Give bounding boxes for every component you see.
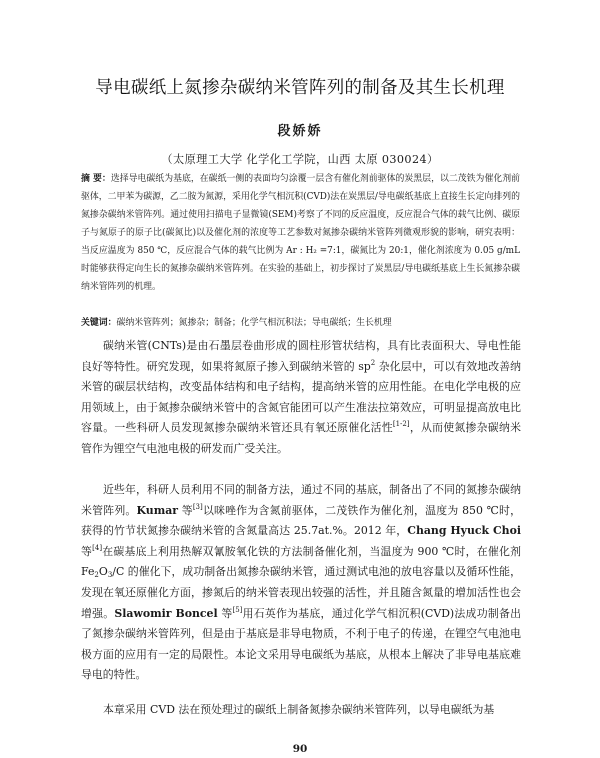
citation-5: [5] bbox=[232, 605, 243, 614]
body-paragraph-3: 本章采用 CVD 法在预处理过的碳纸上制备氮掺杂碳纳米管阵列，以导电碳纸为基 bbox=[103, 703, 495, 716]
p1-sup-sp2: 2 bbox=[370, 358, 376, 367]
author-affiliation: （太原理工大学 化学化工学院，山西 太原 030024） bbox=[161, 153, 439, 166]
author-name: 段娇娇 bbox=[277, 124, 323, 139]
p1-text-2: 杂化层中，可以有效地改善纳米管的碳层状结构，改变晶体结构和电子结构，提高纳米管的应用性能。在电化学电极的应用领域上，由于氮掺杂碳纳米管中的含氮官能团可以产生准法拉第效应，可明显提高放电比容量。一些科研人员发现氮掺杂碳纳米管还具有氧还原催化活性 bbox=[81, 359, 521, 435]
keywords-label: 关键词： bbox=[81, 318, 117, 328]
citation-3: [3] bbox=[192, 502, 203, 511]
paper-title: 导电碳纸上氮掺杂碳纳米管阵列的制备及其生长机理 bbox=[95, 78, 505, 98]
p2-text-7: /C 的催化下，成功制备出氮掺杂碳纳米管，通过测试电池的放电容量以及循环性能，发现在氧还原催化方面，掺氮后的纳米管表现出较强的活性，并且随含氮量的增加活性也会增强。 bbox=[81, 565, 521, 620]
citation-4: [4] bbox=[92, 543, 103, 552]
p2-sub-3: 3 bbox=[107, 571, 113, 580]
citation-1-2: [1-2] bbox=[392, 420, 410, 429]
keywords-text: 碳纳米管阵列；氮掺杂；制备；化学气相沉积法；导电碳纸；生长机理 bbox=[116, 318, 392, 328]
abstract-text: 选择导电碳纸为基底，在碳纸一侧的表面均匀涂覆一层含有催化剂前驱体的炭黑层，以二茂铁为催化剂前驱体，二甲苯为碳源，乙二胺为氮源，采用化学气相沉积(CVD)法在炭黑层/导电碳纸基底上直接生长定向排列的氮掺杂碳纳米管阵列。通过使用扫描电子显微镜(SEM)考察了不同的反应温度，反应混合气体的载气比例、碳原子与氮原子的原子比(碳氮比)以及催化剂的浓度等工艺参数对氮掺杂碳纳米管阵列微观形貌的影响，研究表明：当反应温度为 850 ℃，反应混合气体的载气比例为 Ar : H₂ =7:1，碳氮比为 20:1，催化剂浓度为 0.05 g/mL 时能够获得定向生长的氮掺杂碳纳米管阵列。在实验的基础上，初步探讨了炭黑层/导电碳纸基底上生长氮掺杂碳纳米管阵列的机理。 bbox=[81, 174, 521, 293]
p2-text-4: 等 bbox=[81, 544, 93, 558]
abstract-block bbox=[81, 170, 520, 296]
author-ref-kumar: Kumar bbox=[136, 503, 179, 517]
author-ref-boncel: Slawomir Boncel bbox=[114, 606, 218, 620]
p2-text-1: 近些年，科研人员利用不同的制备方法，通过不同的基底，制备出了不同的氮掺杂碳纳米管阵列。 bbox=[81, 483, 521, 517]
p2-text-8: 等 bbox=[217, 606, 233, 620]
body-paragraph-1 bbox=[81, 336, 521, 460]
keywords-block bbox=[81, 315, 520, 331]
p1-text-3: ，从而使氮掺杂碳纳米管作为锂空气电池电极的研发而广受关注。 bbox=[81, 421, 521, 455]
p2-text-3: 以咪唑作为含氮前驱体，二茂铁作为催化剂，温度为 850 ℃时，获得的竹节状氮掺杂碳纳米管的含氮量高达 25.7at.%。2012 年， bbox=[81, 503, 521, 538]
p2-text-6: O bbox=[98, 565, 108, 579]
p2-sub-2: 2 bbox=[94, 571, 99, 580]
author-ref-choi: Chang Hyuck Choi bbox=[407, 524, 521, 538]
abstract-label: 摘 要： bbox=[81, 174, 111, 184]
p2-text-2: 等 bbox=[178, 503, 193, 517]
p1-text-1: 碳纳米管(CNTs)是由石墨层卷曲形成的圆柱形管状结构，具有比表面积大、导电性能良好等特性。研究发现，如果将氮原子掺入到碳纳米管的 sp bbox=[81, 339, 521, 373]
page-number: 90 bbox=[292, 743, 308, 755]
p2-text-5: 在碳基底上利用热解双氰胺氧化铁的方法制备催化剂，当温度为 900 ℃时，在催化剂 Fe bbox=[81, 544, 521, 579]
p2-text-9: 用石英作为基底，通过化学气相沉积(CVD)法成功制备出了氮掺杂碳纳米管阵列，但是由于基底是非导电物质，不利于电子的传递，在锂空气电池电极方面的应用有一定的局限性。本论文采用导电碳纸为基底，从根本上解决了非导电基底难导电的特性。 bbox=[81, 606, 521, 682]
body-paragraph-2 bbox=[81, 480, 521, 686]
